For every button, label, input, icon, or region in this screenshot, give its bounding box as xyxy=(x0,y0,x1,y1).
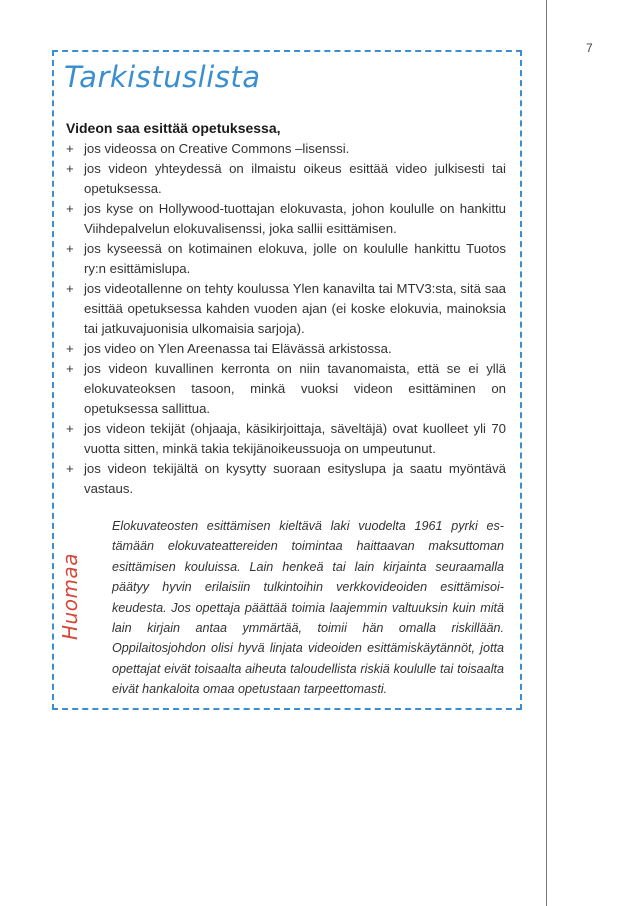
checklist-list xyxy=(66,139,506,499)
note-text: Elokuvateosten esittämisen kieltävä laki vuodelta 1961 pyrki estämään elokuvateattereiden toimintaa haittaavan maksuttoman esittämisen kouluissa. Lain henkeä tai lain kirjainta seuraamalla päätyy hyvin erilaisiin tulkintoihin verkkovideoiden esittämisoikeudesta. Jos opettaja päättää toimia laajemmin valtuuksin kuin mitä lain kirjain antaa ymmärtää, toimii hän omalla riskillään. Oppilaitosjohdon olisi hyvä linjata videoiden esittämiskäytännöt, jotta opettajat eivät toisaalta aiheuta taloudellista riskiä koululle tai toisaalta eivät hankaloita omaa opetustaan tarpeettomasti. xyxy=(112,519,504,697)
list-item xyxy=(66,339,506,359)
list-item-text: jos kyseessä on kotimainen elokuva, jolle on koululle hankittu Tuotos ry:n esittämislupa. xyxy=(84,241,506,276)
list-item xyxy=(66,139,506,159)
list-item xyxy=(66,419,506,459)
list-item-text: jos videon tekijät (ohjaaja, käsikirjoittaja, säveltäjä) ovat kuolleet yli 70 vuotta sitten, minkä takia tekijänoikeussuoja on umpeutunut. xyxy=(84,421,506,456)
list-item-text: jos videossa on Creative Commons –lisenssi. xyxy=(84,141,350,156)
list-item xyxy=(66,359,506,419)
list-item-text: jos kyse on Hollywood-tuottajan elokuvasta, johon koululle on hankittu Viihdepalvelun elokuvalisenssi, joka sallii esittämisen. xyxy=(84,201,506,236)
plus-bullet: + xyxy=(66,241,74,256)
list-item-text: jos videotallenne on tehty koulussa Ylen kanavilta tai MTV3:sta, sitä saa esittää opetuksessa kahden vuoden ajan (ei koske elokuvia, mainoksia tai jatkuvajuonisia ulkomaisia sarjoja). xyxy=(84,281,506,336)
list-item xyxy=(66,459,506,499)
list-item-text: jos videon yhteydessä on ilmaistu oikeus esittää video julkisesti tai opetuksessa. xyxy=(84,161,506,196)
page-number: 7 xyxy=(586,41,593,55)
list-item xyxy=(66,239,506,279)
plus-bullet: + xyxy=(66,341,74,356)
list-item xyxy=(66,279,506,339)
plus-bullet: + xyxy=(66,141,74,156)
list-item-text: jos videon kuvallinen kerronta on niin tavanomaista, että se ei yllä elokuvateoksen tasoon, minkä vuoksi videon esittäminen on opetuksessa sallittua. xyxy=(84,361,506,416)
plus-bullet: + xyxy=(66,461,74,476)
list-item xyxy=(66,199,506,239)
list-item xyxy=(66,159,506,199)
list-item-text: jos videon tekijältä on kysytty suoraan esityslupa ja saatu myöntävä vastaus. xyxy=(84,461,506,496)
plus-bullet: + xyxy=(66,421,74,436)
plus-bullet: + xyxy=(66,201,74,216)
list-item-text: jos video on Ylen Areenassa tai Elävässä arkistossa. xyxy=(84,341,392,356)
plus-bullet: + xyxy=(66,281,74,296)
plus-bullet: + xyxy=(66,361,74,376)
plus-bullet: + xyxy=(66,161,74,176)
checklist-intro: Videon saa esittää opetuksessa, xyxy=(66,120,281,136)
checklist-title: Tarkistuslista xyxy=(64,60,261,94)
margin-rule xyxy=(546,0,547,906)
note-label: Huomaa xyxy=(58,553,82,640)
